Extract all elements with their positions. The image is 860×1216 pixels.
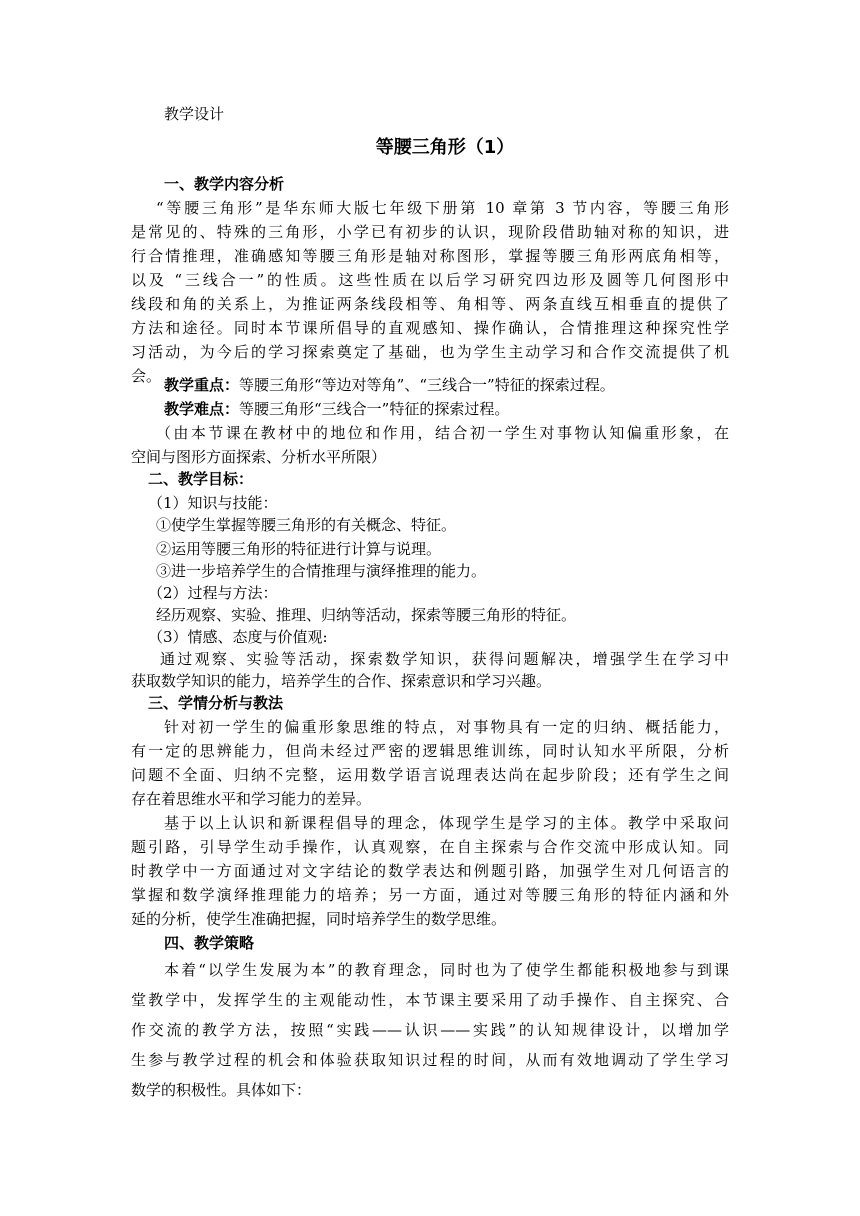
paragraph-line: 是常见的、特殊的三角形，小学已有初步的认识，现阶段借助轴对称的知识，进 — [131, 223, 729, 241]
objective-line: （1）知识与技能： — [148, 494, 278, 512]
objective-line: ①使学生掌握等腰三角形的有关概念、特征。 — [156, 516, 457, 534]
paragraph-line: 堂教学中，发挥学生的主观能动性，本节课主要采用了动手操作、自主探究、合 — [131, 991, 729, 1009]
paragraph-line: 针对初一学生的偏重形象思维的特点，对事物具有一定的归纳、概括能力， — [164, 718, 729, 736]
paragraph-line: 题引路，引导学生动手操作，认真观察，在自主探索与合作交流中形成认知。同 — [131, 838, 729, 856]
paragraph-line: 时教学中一方面通过对文字结论的数学表达和例题引路，加强学生对几何语言的 — [131, 862, 729, 880]
paragraph-line: 线段和角的关系上，为推证两条线段相等、角相等、两条直线互相垂直的提供了 — [131, 295, 729, 313]
note-line: （由本节课在教材中的地位和作用，结合初一学生对事物认知偏重形象，在 — [156, 424, 729, 442]
paragraph-line: 延的分析，使学生准确把握，同时培养学生的数学思维。 — [131, 910, 507, 928]
objective-line: （2）过程与方法： — [148, 584, 278, 602]
difficulty-label: 教学难点： — [164, 400, 240, 418]
objective-line: ②运用等腰三角形的特征进行计算与说理。 — [156, 540, 442, 558]
section-heading-3: 三、学情分析与教法 — [148, 694, 284, 712]
paragraph-line: 习活动，为今后的学习探索奠定了基础，也为学生主动学习和合作交流提供了机 — [131, 343, 729, 361]
paragraph-line: 存在着思维水平和学习能力的差异。 — [131, 790, 372, 808]
difficulty-point — [164, 397, 762, 421]
paragraph-line: 掌握和数学演绎推理能力的培养；另一方面，通过对等腰三角形的特征内涵和外 — [131, 886, 729, 904]
objective-line: 经历观察、实验、推理、归纳等活动，探索等腰三角形的特征。 — [156, 606, 577, 624]
paragraph-line: 基于以上认识和新课程倡导的理念，体现学生是学习的主体。教学中采取问 — [164, 814, 729, 832]
objective-line: 获取数学知识的能力，培养学生的合作、探索意识和学习兴趣。 — [131, 672, 552, 690]
paragraph-line: 作交流的教学方法，按照“实践——认识——实践”的认知规律设计，以增加学 — [131, 1021, 729, 1039]
paragraph-line: 行合情推理，准确感知等腰三角形是轴对称图形，掌握等腰三角形两底角相等， — [131, 247, 729, 265]
difficulty-text: 等腰三角形“三线合一”特征的探索过程。 — [239, 400, 510, 418]
paragraph-line: 本着“以学生发展为本”的教育理念，同时也为了使学生都能积极地参与到课 — [164, 961, 729, 979]
objective-line: 通过观察、实验等活动，探索数学知识，获得问题解决，增强学生在学习中 — [160, 650, 729, 668]
paragraph-line: 数学的积极性。具体如下： — [131, 1081, 312, 1099]
paragraph-line: 有一定的思辨能力，但尚未经过严密的逻辑思维训练，同时认知水平所限，分析 — [131, 742, 729, 760]
paragraph-line: 问题不全面、归纳不完整，运用数学语言说理表达尚在起步阶段；还有学生之间 — [131, 766, 729, 784]
objective-line: ③进一步培养学生的合情推理与演绎推理的能力。 — [156, 562, 487, 580]
note-line: 空间与图形方面探索、分析水平所限） — [131, 448, 387, 466]
paragraph-line: 会。 — [131, 367, 162, 385]
paragraph-line: 生参与教学过程的机会和体验获取知识过程的时间，从而有效地调动了学生学习 — [131, 1051, 729, 1069]
paragraph-line: 以及 “三线合一”的性质。这些性质在以后学习研究四边形及圆等几何图形中 — [131, 271, 729, 289]
section-heading-4: 四、教学策略 — [164, 934, 255, 952]
doc-label: 教学设计 — [164, 105, 225, 123]
section-heading-2: 二、教学目标： — [148, 470, 254, 488]
key-point-text: 等腰三角形“等边对等角”、“三线合一”特征的探索过程。 — [239, 376, 615, 394]
page-title: 等腰三角形（1） — [375, 137, 515, 158]
objective-line: （3）情感、态度与价值观: — [148, 628, 328, 646]
section-heading-1: 一、教学内容分析 — [164, 175, 285, 193]
key-point-label: 教学重点： — [164, 376, 240, 394]
paragraph-line: “等腰三角形”是华东师大版七年级下册第 10 章第 3 节内容，等腰三角形 — [156, 199, 729, 217]
key-point — [164, 373, 762, 397]
paragraph-line: 方法和途径。同时本节课所倡导的直观感知、操作确认，合情推理这种探究性学 — [131, 319, 729, 337]
